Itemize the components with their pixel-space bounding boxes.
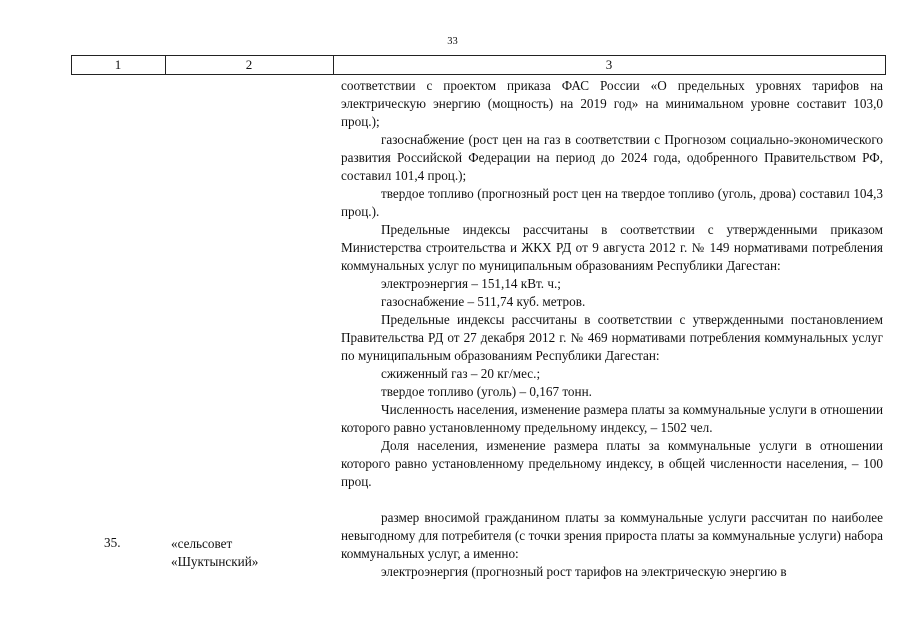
municipality-name-line: «сельсовет xyxy=(171,536,233,551)
column-3-text xyxy=(341,77,883,581)
paragraph: Численность населения, изменение размера платы за коммунальные услуги в отношении которого равно установленному предельному индексу, – 1502 чел. xyxy=(341,402,883,435)
column-header-3: 3 xyxy=(605,57,613,72)
page-number: 33 xyxy=(447,36,458,47)
paragraph: сжиженный газ – 20 кг/мес.; xyxy=(381,366,541,381)
municipality-name xyxy=(171,535,258,571)
table-header-bottom-border xyxy=(71,74,886,75)
paragraph: газоснабжение (рост цен на газ в соответствии с Прогнозом социально-экономического развития Российской Федерации на период до 2024 года, одобренного Правительством РФ, составил 101,4 проц.); xyxy=(341,132,883,183)
municipality-name-line: «Шуктынский» xyxy=(171,554,259,569)
table-right-border xyxy=(885,55,886,75)
row-number: 35. xyxy=(104,535,121,550)
column-header-1: 1 xyxy=(114,57,122,72)
paragraph: газоснабжение – 511,74 куб. метров. xyxy=(381,294,586,309)
paragraph: твердое топливо (прогнозный рост цен на твердое топливо (уголь, дрова) составил 104,3 проц.). xyxy=(341,186,883,219)
paragraph: размер вносимой гражданином платы за коммунальные услуги рассчитан по наиболее невыгодному для потребителя (с точки зрения прироста платы за коммунальные услуги) набора коммунальных услуг, а именно: xyxy=(341,510,883,561)
column-header-2: 2 xyxy=(245,57,253,72)
paragraph: Предельные индексы рассчитаны в соответствии с утвержденными постановлением Правительства РД от 27 декабря 2012 г. № 469 нормативами потребления коммунальных услуг по муниципальным образованиям Республики Дагестан: xyxy=(341,312,883,363)
paragraph: соответствии с проектом приказа ФАС России «О предельных уровнях тарифов на электрическую энергию (мощность) на 2019 год» на минимальном уровне составит 103,0 проц.); xyxy=(341,78,883,129)
paragraph: электроэнергия (прогнозный рост тарифов на электрическую энергию в xyxy=(381,564,787,579)
paragraph: Предельные индексы рассчитаны в соответствии с утвержденными приказом Министерства строительства и ЖКХ РД от 9 августа 2012 г. № 149 нормативами потребления коммунальных услуг по муниципальным образованиям Республики Дагестан: xyxy=(341,222,883,273)
paragraph: электроэнергия – 151,14 кВт. ч.; xyxy=(381,276,561,291)
paragraph: твердое топливо (уголь) – 0,167 тонн. xyxy=(381,384,592,399)
paragraph: Доля населения, изменение размера платы за коммунальные услуги в отношении которого равно установленному предельному индексу, в общей численности населения, – 100 проц. xyxy=(341,438,883,489)
table-top-border xyxy=(71,55,886,56)
